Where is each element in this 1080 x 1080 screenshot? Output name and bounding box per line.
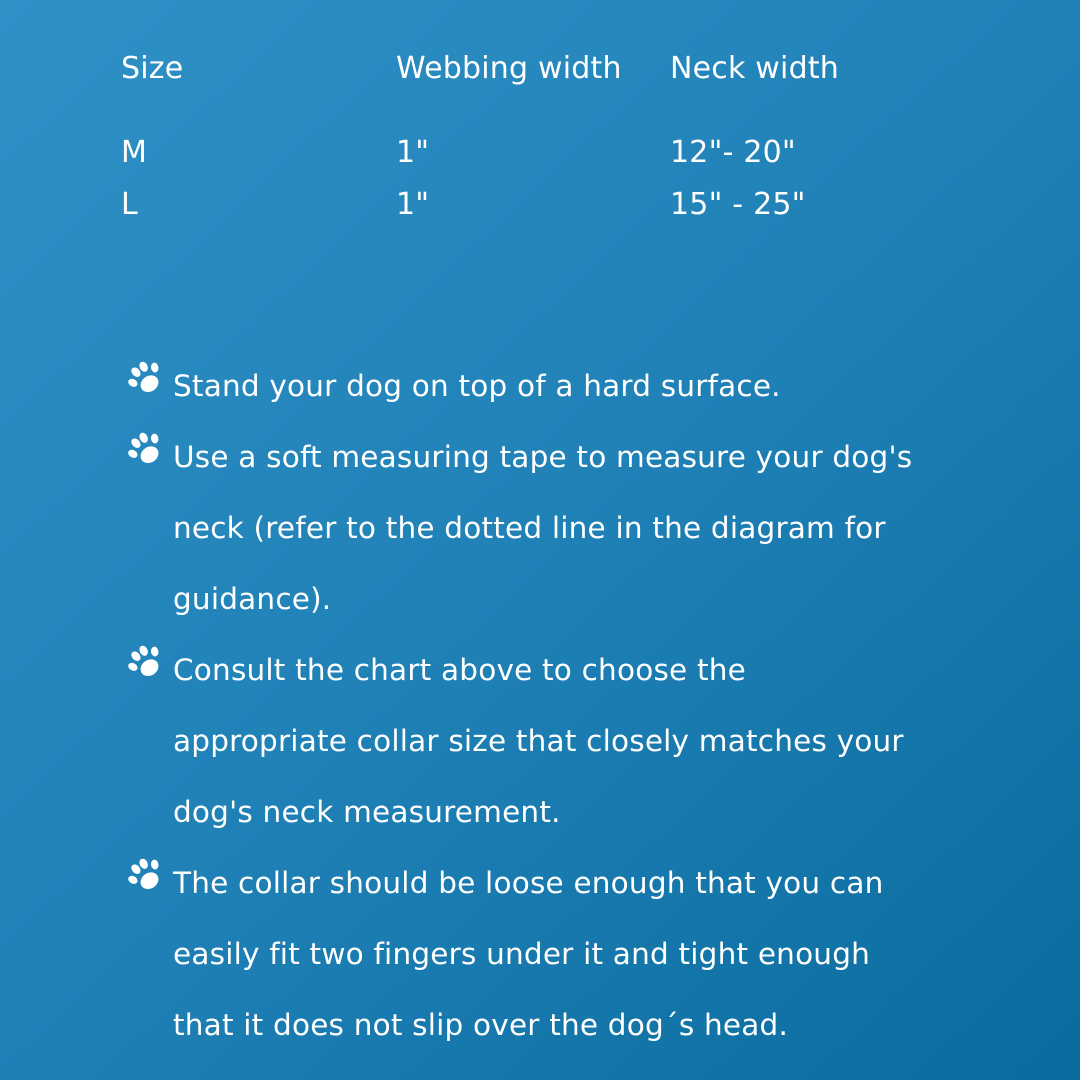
paw-icon: [125, 428, 166, 470]
instruction-line: appropriate collar size that closely matches your: [173, 723, 904, 758]
instruction-line: neck (refer to the dotted line in the diagram for: [173, 510, 886, 545]
cell-size: M: [121, 135, 148, 170]
instruction-line: that it does not slip over the dog´s head.: [173, 1007, 789, 1042]
instruction-line: The collar should be loose enough that you can: [173, 865, 884, 900]
table-row-size-l: [0, 188, 1080, 222]
cell-neck-width: 15" - 25": [670, 187, 806, 222]
cell-webbing-width: 1": [396, 187, 430, 222]
instruction-line: Consult the chart above to choose the: [173, 652, 746, 687]
instruction-line: guidance).: [173, 581, 332, 616]
measuring-instructions-list: [173, 350, 1003, 1060]
column-header-neck-width: Neck width: [670, 51, 839, 86]
instruction-line: dog's neck measurement.: [173, 794, 561, 829]
instruction-item: [173, 421, 1003, 634]
size-chart-header-row: [0, 52, 1080, 86]
instruction-item: [173, 634, 1003, 847]
cell-webbing-width: 1": [396, 135, 430, 170]
paw-icon: [125, 641, 166, 683]
table-row-size-m: [0, 136, 1080, 170]
paw-icon: [125, 357, 166, 399]
instruction-item: [173, 847, 1003, 1060]
paw-icon: [125, 854, 166, 896]
cell-size: L: [121, 187, 138, 222]
column-header-webbing-width: Webbing width: [396, 51, 622, 86]
instruction-line: Use a soft measuring tape to measure your dog's: [173, 439, 913, 474]
cell-neck-width: 12"- 20": [670, 135, 796, 170]
column-header-size: Size: [121, 51, 184, 86]
instruction-line: easily fit two fingers under it and tight enough: [173, 936, 871, 971]
instruction-line: Stand your dog on top of a hard surface.: [173, 368, 781, 403]
instruction-item: [173, 350, 1003, 421]
